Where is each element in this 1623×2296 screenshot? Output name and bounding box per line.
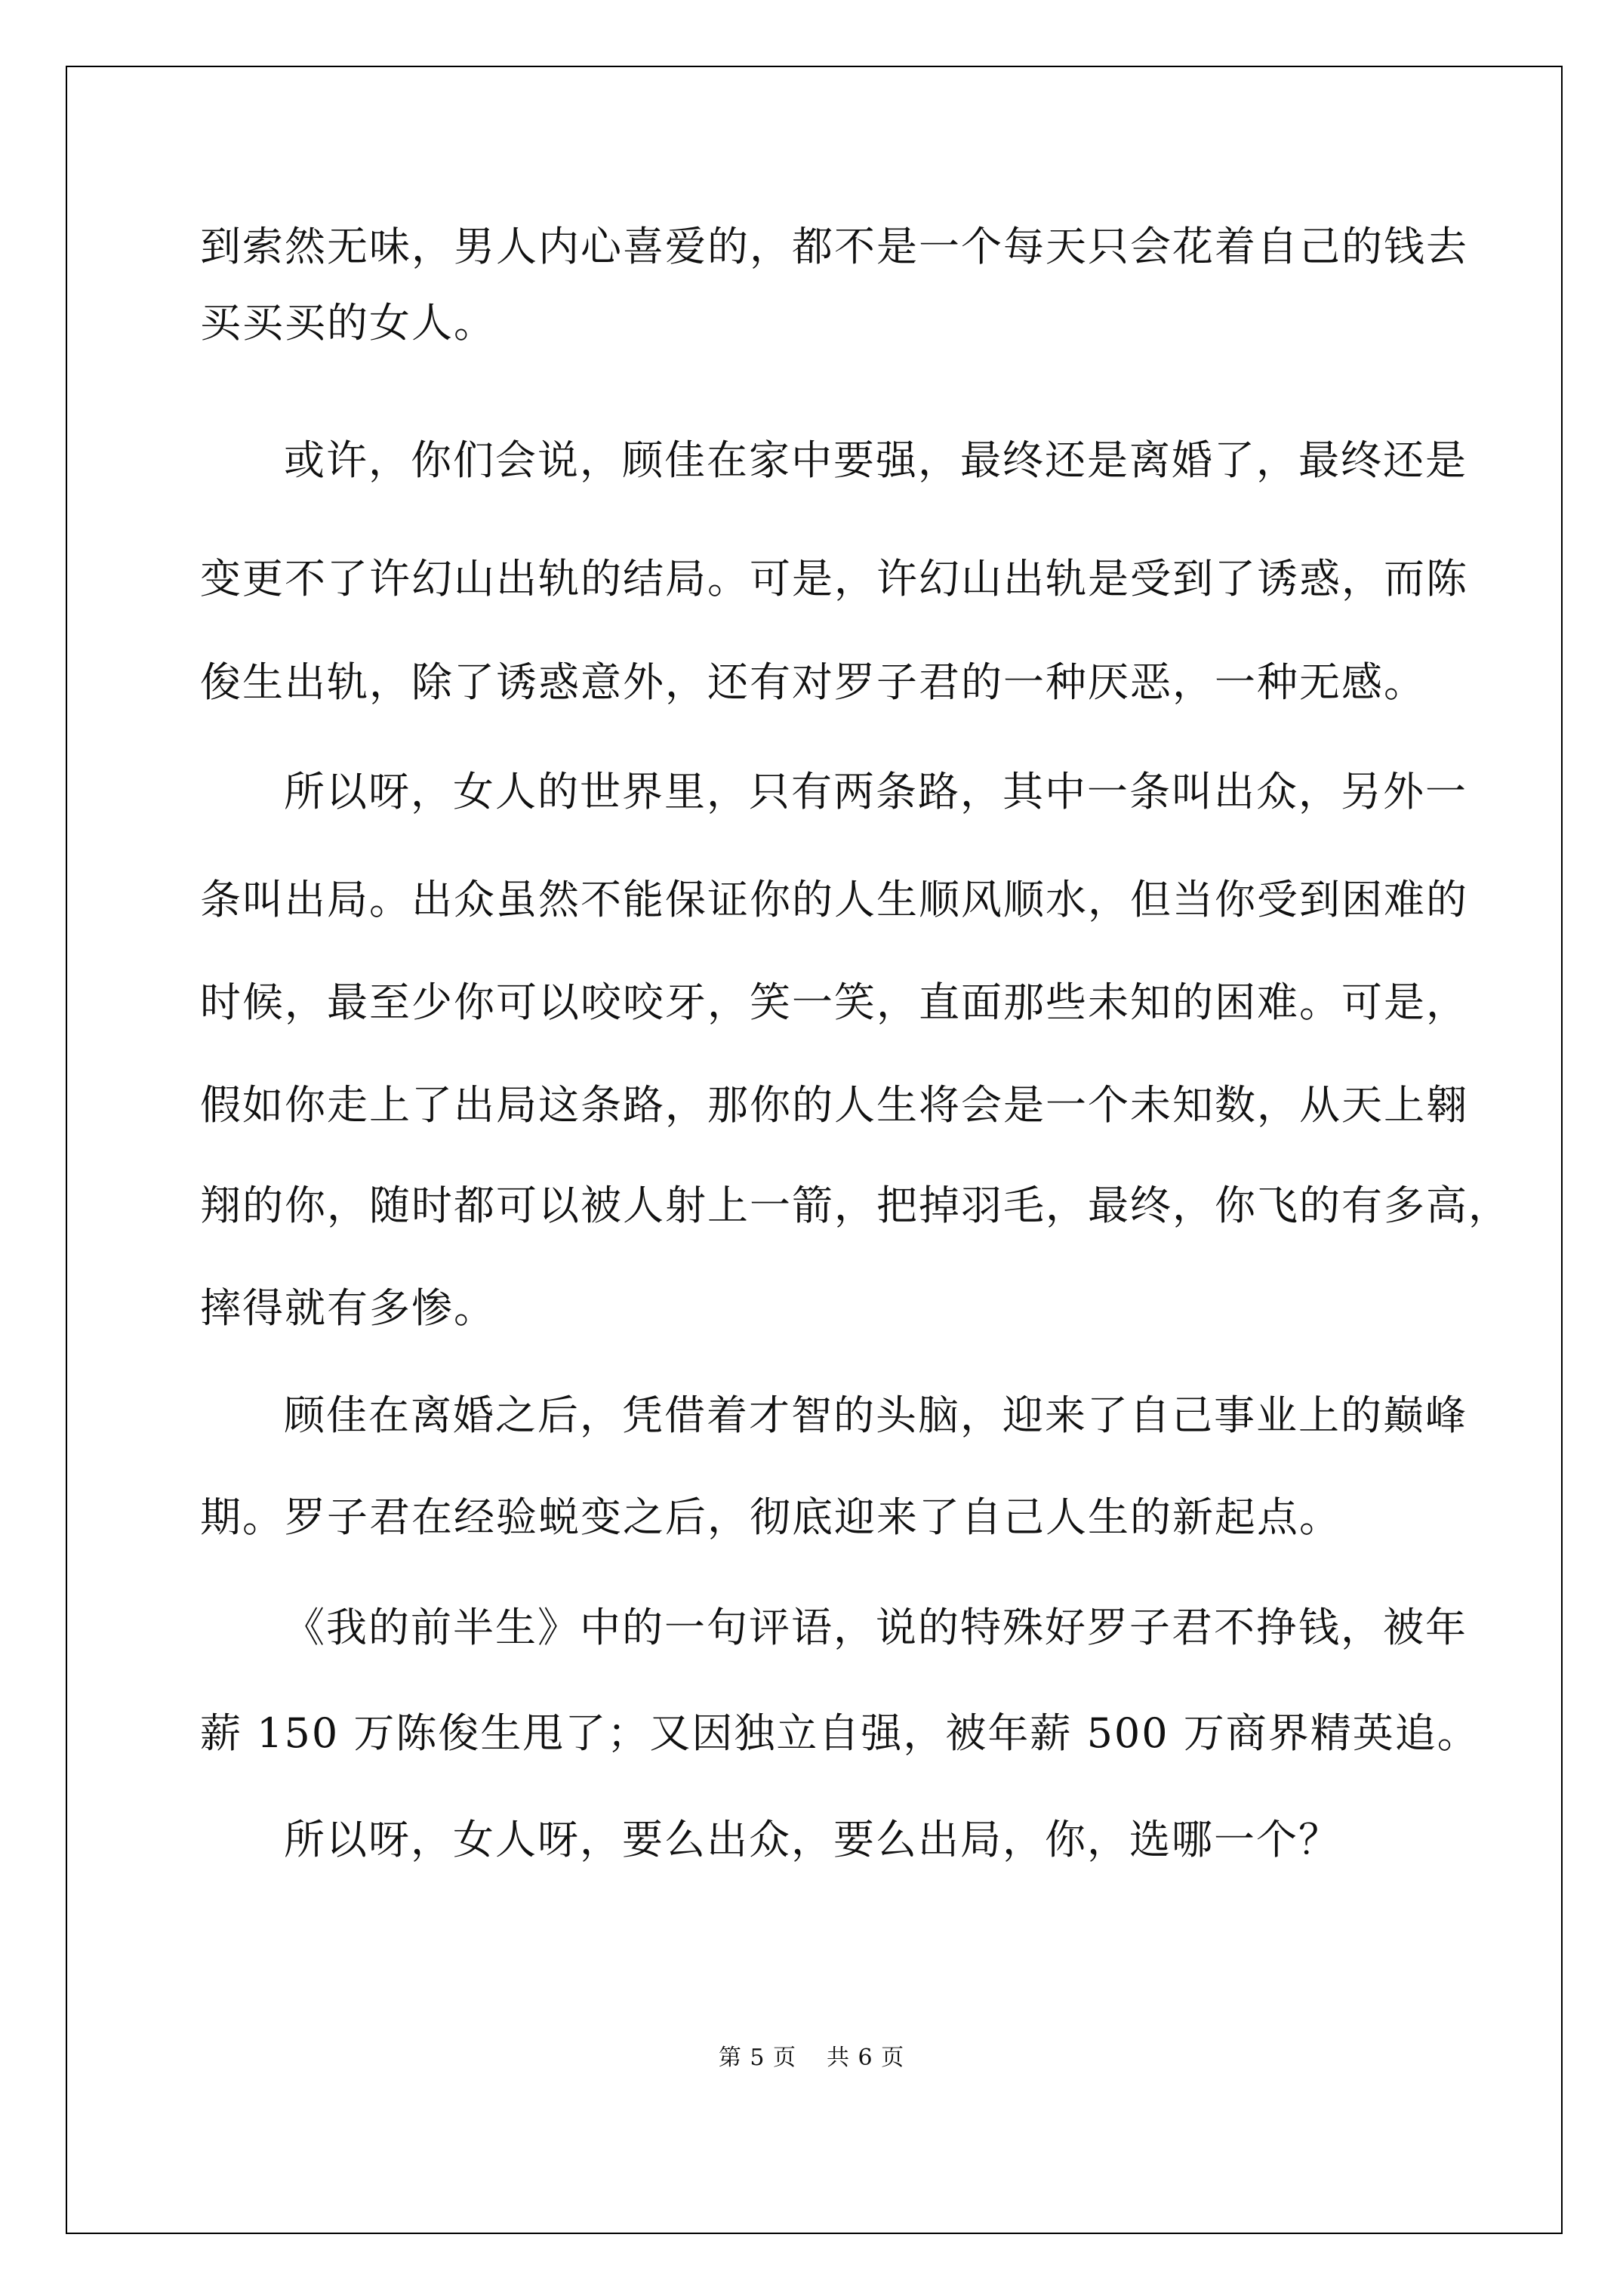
- text-line: 期。罗子君在经验蜕变之后，彻底迎来了自己人生的新起点。: [200, 1493, 1341, 1541]
- paragraph-first-line: 顾佳在离婚之后，凭借着才智的头脑，迎来了自己事业上的巅峰: [284, 1391, 1467, 1439]
- text-line: 摔得就有多惨。: [200, 1284, 496, 1332]
- text-line: 假如你走上了出局这条路，那你的人生将会是一个未知数，从天上翱: [200, 1081, 1468, 1129]
- paragraph-first-line: 《我的前半生》中的一句评语，说的特殊好罗子君不挣钱，被年: [284, 1604, 1467, 1651]
- paragraph-first-line: 所以呀，女人呀，要么出众，要么出局，你，选哪一个？: [284, 1816, 1341, 1863]
- paragraph-first-line: 或许，你们会说，顾佳在家中要强，最终还是离婚了，最终还是: [284, 436, 1467, 484]
- page-border: [66, 66, 1563, 2234]
- paragraph-first-line: 所以呀，女人的世界里，只有两条路，其中一条叫出众，另外一: [284, 768, 1467, 815]
- page-number: 第 5 页: [718, 2045, 796, 2071]
- text-line: 买买买的女人。: [200, 299, 496, 347]
- text-line: 时候，最至少你可以咬咬牙，笑一笑，直面那些未知的困难。可是，: [200, 978, 1468, 1026]
- text-line: 翔的你，随时都可以被人射上一箭，把掉羽毛，最终，你飞的有多高，: [200, 1182, 1511, 1229]
- text-line: 薪 150 万陈俊生甩了；又因独立自强，被年薪 500 万商界精英追。: [200, 1709, 1480, 1757]
- page-total: 共 6 页: [827, 2045, 905, 2071]
- text-line: 俊生出轨，除了诱惑意外，还有对罗子君的一种厌恶，一种无感。: [200, 658, 1426, 706]
- page-footer: [0, 2039, 1623, 2072]
- text-line: 条叫出局。出众虽然不能保证你的人生顺风顺水，但当你受到困难的: [200, 876, 1468, 923]
- text-line: 到索然无味，男人内心喜爱的，都不是一个每天只会花着自己的钱去: [200, 223, 1468, 270]
- text-line: 变更不了许幻山出轨的结局。可是，许幻山出轨是受到了诱惑，而陈: [200, 555, 1468, 603]
